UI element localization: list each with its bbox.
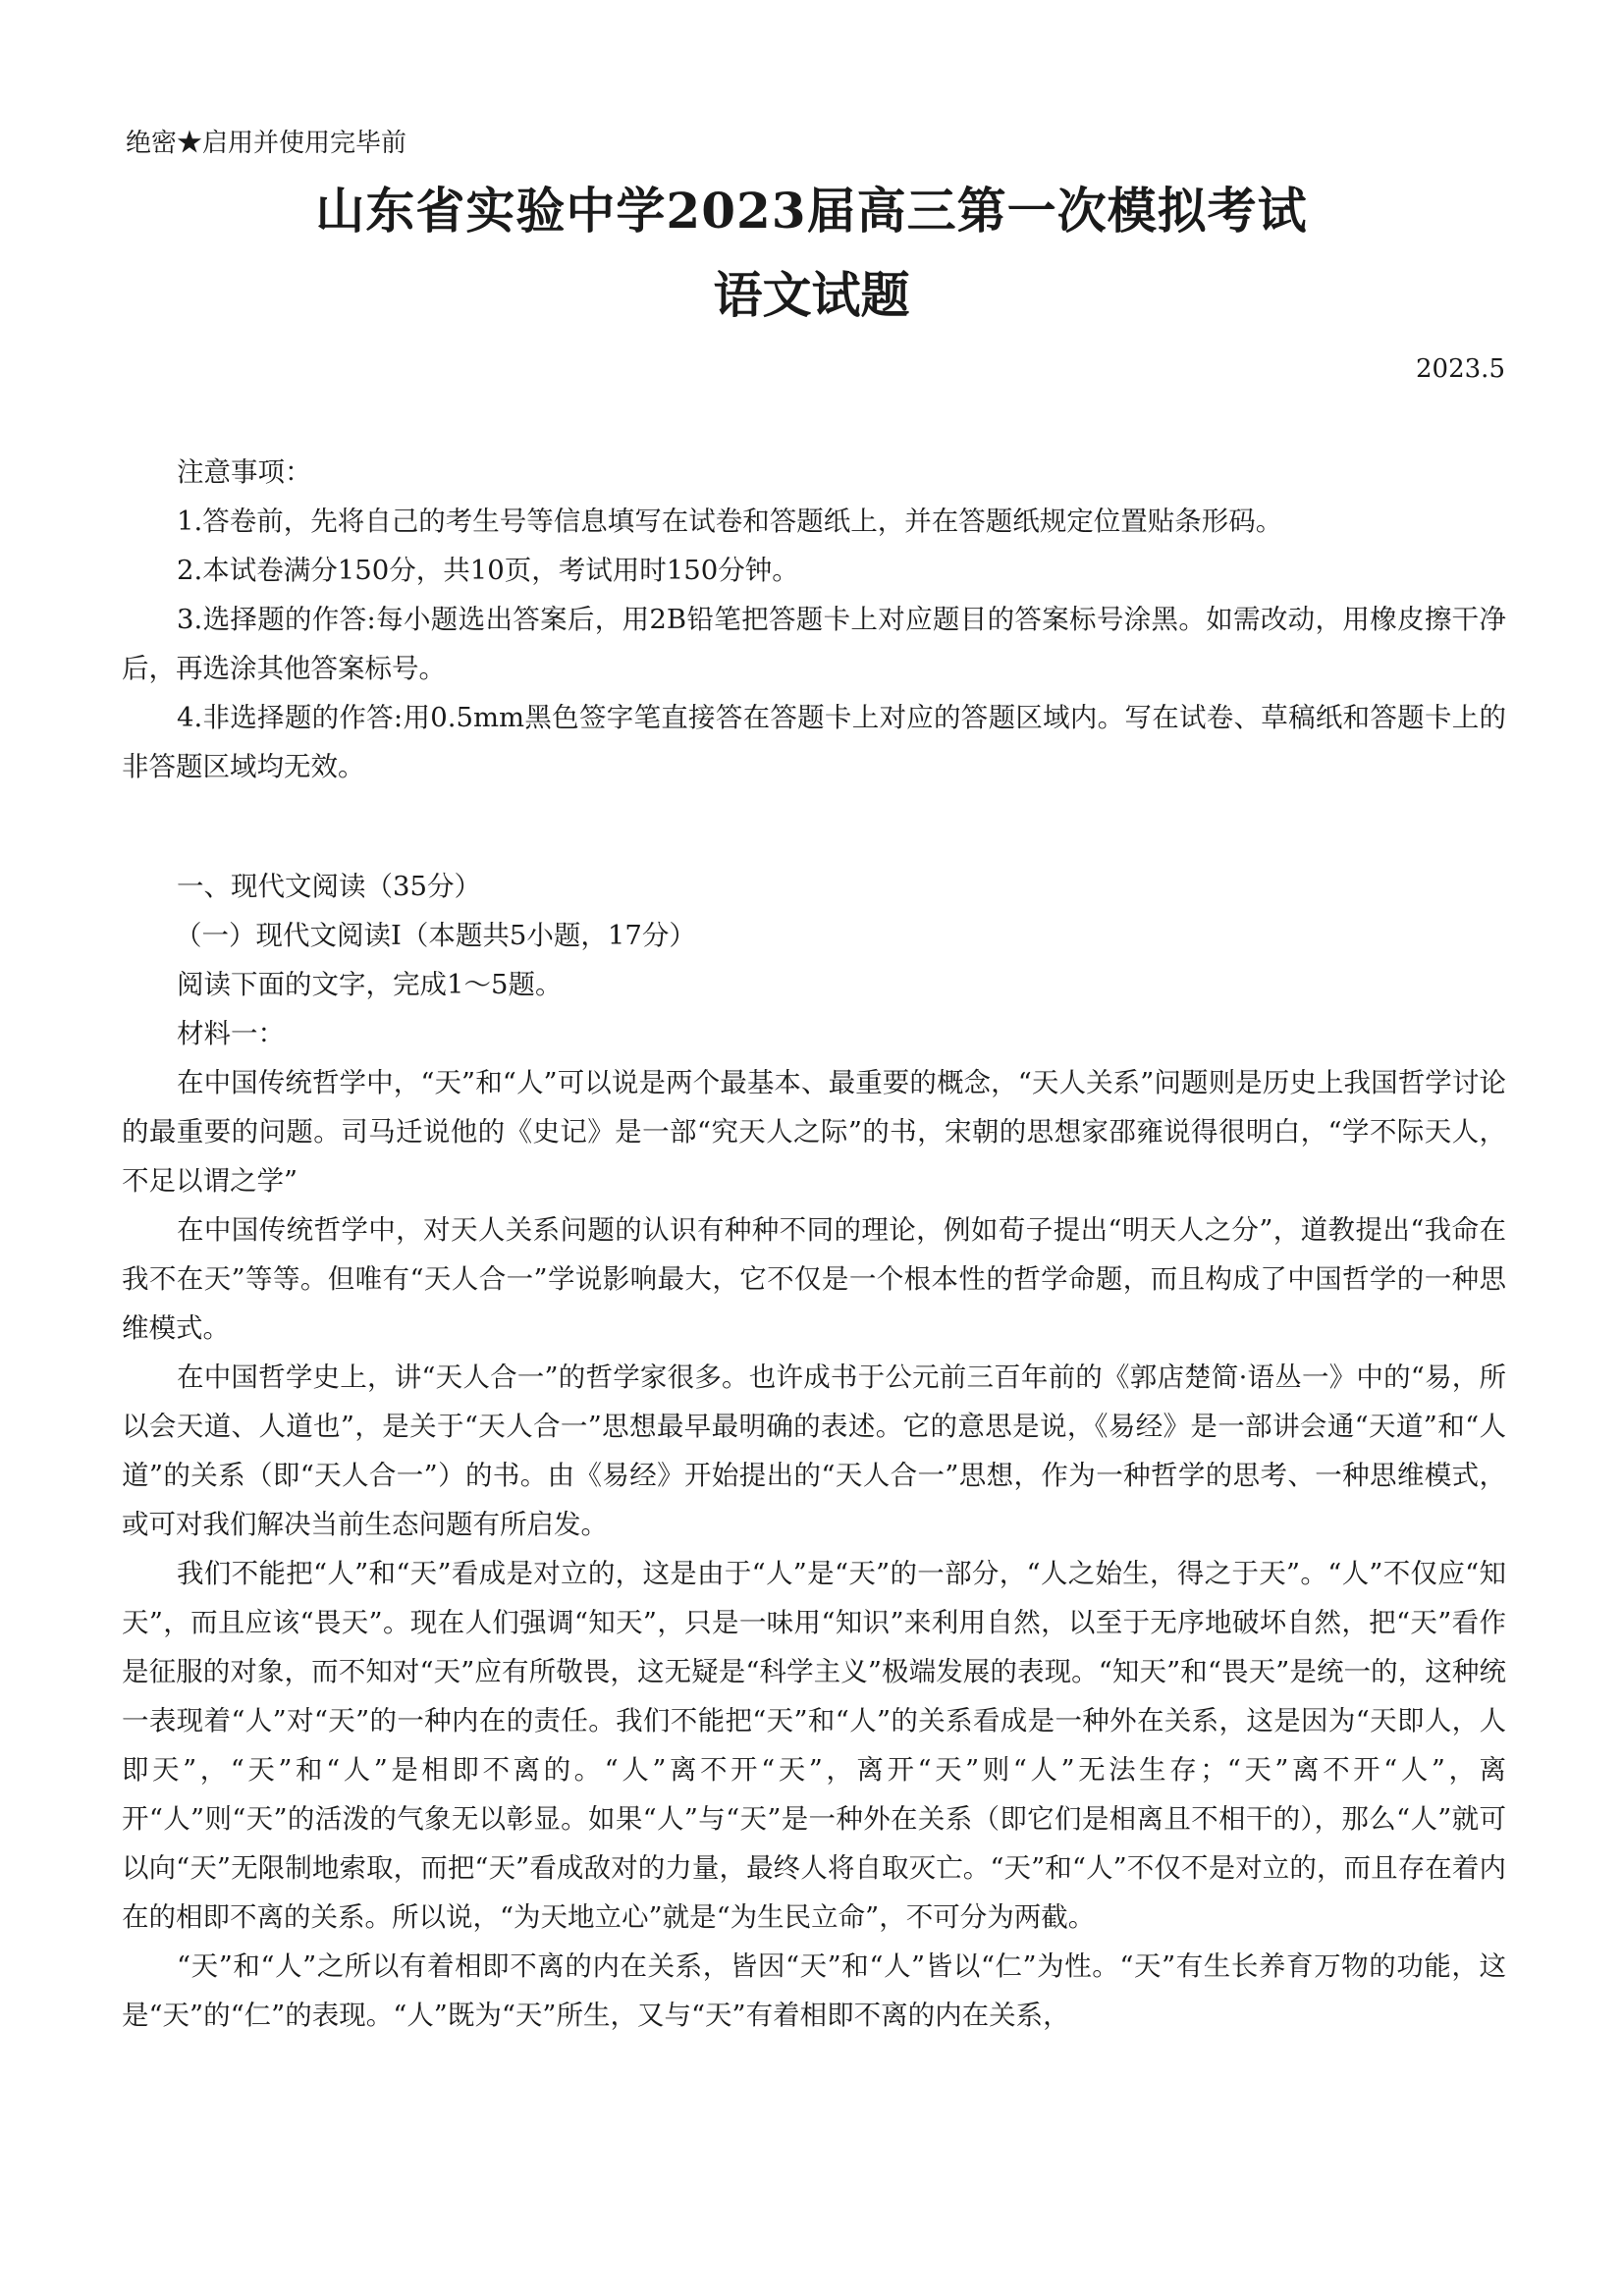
material-paragraph: 在中国哲学史上，讲“天人合一”的哲学家很多。也许成书于公元前三百年前的《郭店楚简·语丛一》中的“易，所以会天道、人道也”，是关于“天人合一”思想最早最明确的表述。它的意思是说，《易经》是一部讲会通“天道”和“人道”的关系（即“天人合一”）的书。由《易经》开始提出的“天人合一”思想，作为一种哲学的思考、一种思维模式，或可对我们解决当前生态问题有所启发。 [122, 1362, 1506, 1540]
exam-subtitle: 语文试题 [713, 266, 910, 324]
section-subheading: （一）现代文阅读I（本题共5小题，17分） [175, 920, 696, 951]
exam-title: 山东省实验中学2023届高三第一次模拟考试 [315, 182, 1308, 240]
notice-item-4: 4.非选择题的作答:用0.5mm黑色签字笔直接答在答题卡上对应的答题区域内。写在试卷、草稿纸和答题卡上的非答题区域均无效。 [122, 702, 1506, 782]
material-paragraph: 在中国传统哲学中，对天人关系问题的认识有种种不同的理论，例如荀子提出“明天人之分”，道教提出“我命在我不在天”等等。但唯有“天人合一”学说影响最大，它不仅是一个根本性的哲学命题，而且构成了中国哲学的一种思维模式。 [122, 1214, 1506, 1344]
notice-item-2: 2.本试卷满分150分，共10页，考试用时150分钟。 [177, 555, 799, 586]
section-instruction: 阅读下面的文字，完成1～5题。 [177, 969, 563, 1000]
secret-mark: 绝密★启用并使用完毕前 [126, 129, 407, 158]
notice-item-3: 3.选择题的作答:每小题选出答案后，用2B铅笔把答题卡上对应题目的答案标号涂黑。如需改动，用橡皮擦干净后，再选涂其他答案标号。 [122, 604, 1506, 684]
exam-date: 2023.5 [1416, 354, 1505, 384]
material-paragraph: 在中国传统哲学中，“天”和“人”可以说是两个最基本、最重要的概念，“天人关系”问题则是历史上我国哲学讨论的最重要的问题。司马迁说他的《史记》是一部“究天人之际”的书，宋朝的思想家邵雍说得很明白，“学不际天人，不足以谓之学” [122, 1067, 1507, 1197]
material-paragraph: “天”和“人”之所以有着相即不离的内在关系，皆因“天”和“人”皆以“仁”为性。“天”有生长养育万物的功能，这是“天”的“仁”的表现。“人”既为“天”所生，又与“天”有着相即不离的内在关系， [122, 1950, 1506, 2031]
reading-section [122, 862, 1506, 2040]
material-paragraph: 我们不能把“人”和“天”看成是对立的，这是由于“人”是“天”的一部分，“人之始生，得之于天”。“人”不仅应“知天”，而且应该“畏天”。现在人们强调“知天”，只是一味用“知识”来利用自然，以至于无序地破坏自然，把“天”看作是征服的对象，而不知对“天”应有所敬畏，这无疑是“科学主义”极端发展的表现。“知天”和“畏天”是统一的，这种统一表现着“人”对“天”的一种内在的责任。我们不能把“天”和“人”的关系看成是一种外在关系，这是因为“天即人，人即天”，“天”和“人”是相即不离的。“人”离不开“天”，离开“天”则“人”无法生存；“天”离不开“人”，离开“人”则“天”的活泼的气象无以彰显。如果“人”与“天”是一种外在关系（即它们是相离且不相干的），那么“人”就可以向“天”无限制地索取，而把“天”看成敌对的力量，最终人将自取灭亡。“天”和“人”不仅不是对立的，而且存在着内在的相即不离的关系。所以说，“为天地立心”就是“为生民立命”，不可分为两截。 [122, 1558, 1506, 1933]
material-label: 材料一： [177, 1018, 285, 1049]
notice-section [122, 448, 1506, 791]
notice-heading: 注意事项： [177, 456, 312, 488]
section-heading: 一、现代文阅读（35分） [177, 871, 481, 902]
notice-item-1: 1.答卷前，先将自己的考生号等信息填写在试卷和答题纸上，并在答题纸规定位置贴条形码。 [177, 506, 1283, 537]
